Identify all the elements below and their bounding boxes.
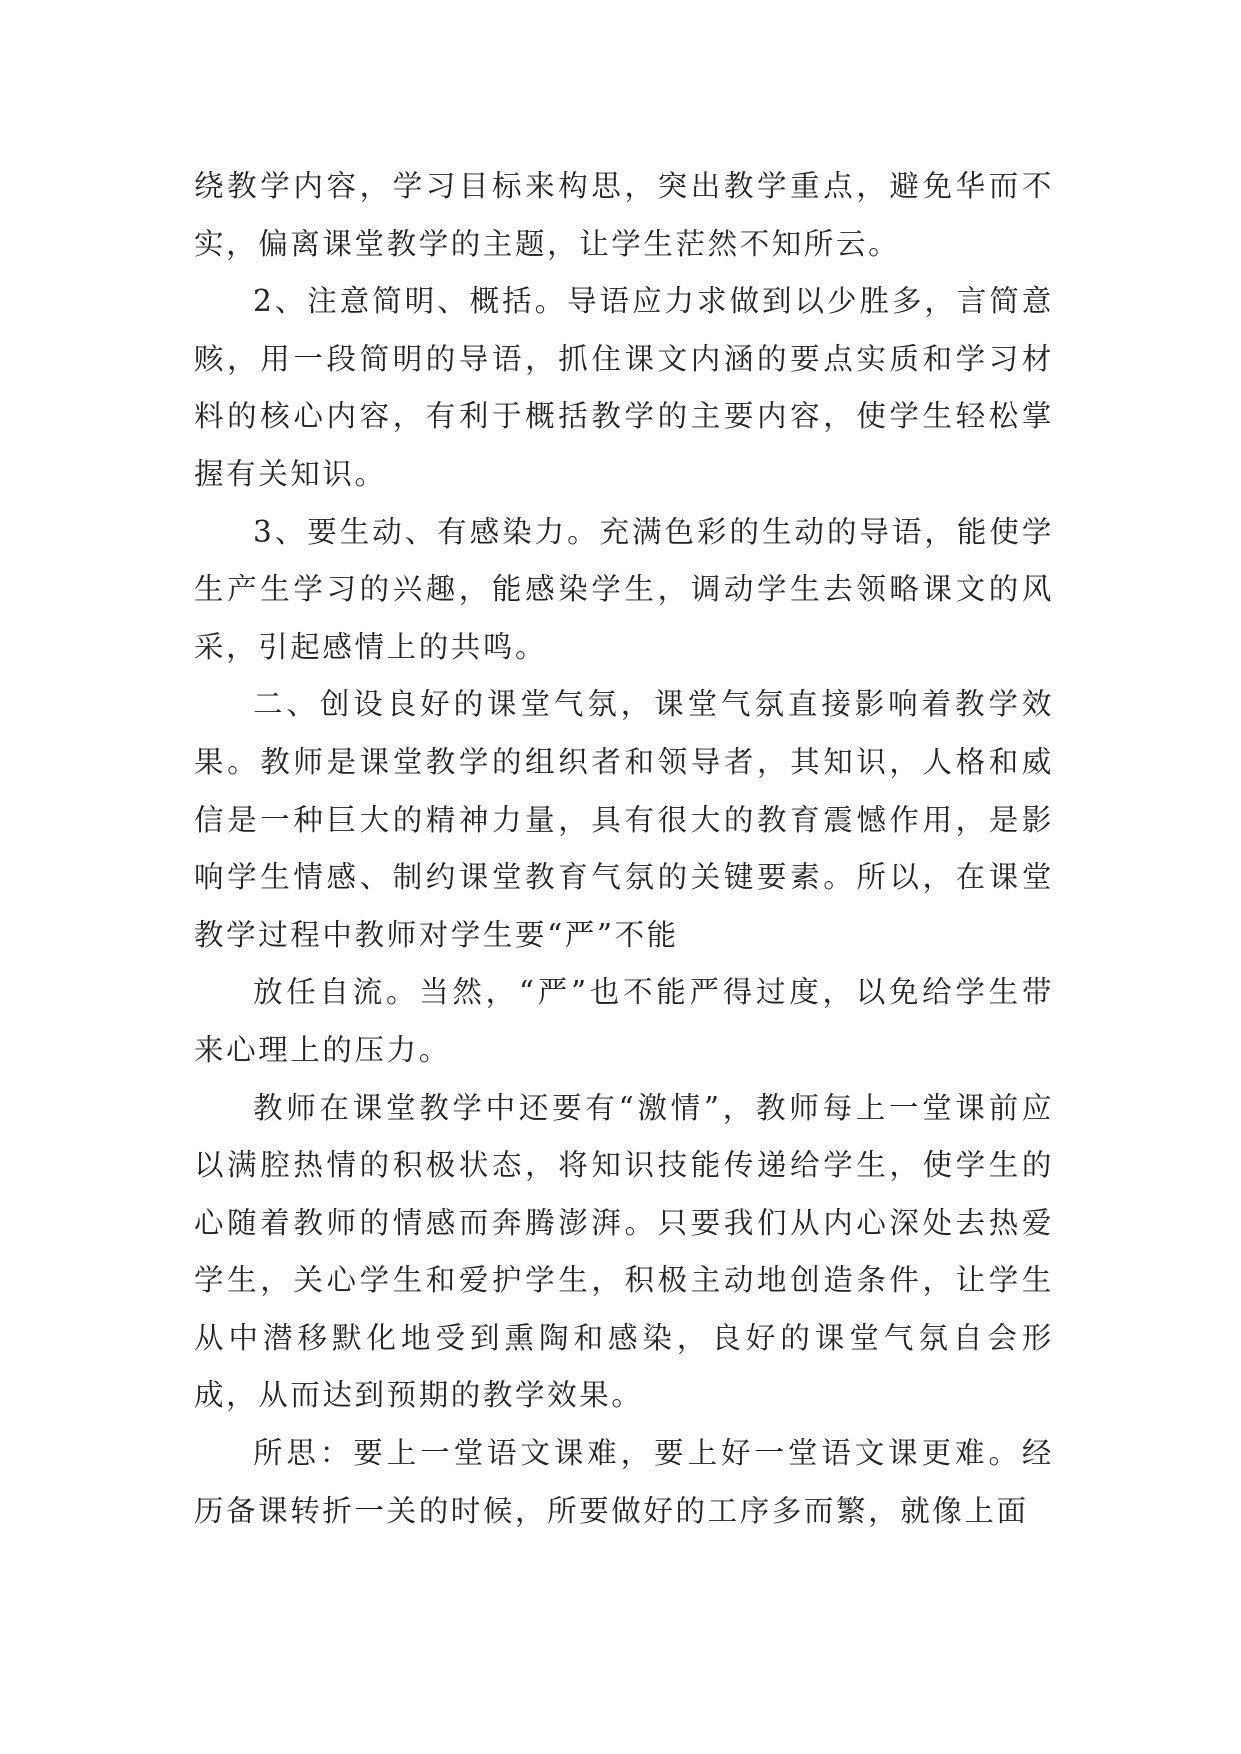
paragraph: 所思：要上一堂语文课难，要上好一堂语文课更难。经历备课转折一关的时候，所要做好的工序多而繁，就像上面 <box>194 1436 1054 1528</box>
paragraph: 绕教学内容，学习目标来构思，突出教学重点，避免华而不实，偏离课堂教学的主题，让学生茫然不知所云。 <box>194 169 1054 261</box>
paragraph: 放任自流。当然，“严”也不能严得过度，以免给学生带来心理上的压力。 <box>194 975 1054 1067</box>
paragraph: 二、创设良好的课堂气氛，课堂气氛直接影响着教学效果。教师是课堂教学的组织者和领导者，其知识，人格和威信是一种巨大的精神力量，具有很大的教育震憾作用，是影响学生情感、制约课堂教育气氛的关键要素。所以，在课堂教学过程中教师对学生要“严”不能 <box>194 687 1054 952</box>
paragraph: 教师在课堂教学中还要有“激情”，教师每上一堂课前应以满腔热情的积极状态，将知识技能传递给学生，使学生的心随着教师的情感而奔腾澎湃。只要我们从内心深处去热爱学生，关心学生和爱护学生，积极主动地创造条件，让学生从中潜移默化地受到熏陶和感染，良好的课堂气氛自会形成，从而达到预期的教学效果。 <box>194 1090 1054 1413</box>
paragraph: 2、注意简明、概括。导语应力求做到以少胜多，言简意赅，用一段简明的导语，抓住课文内涵的要点实质和学习材料的核心内容，有利于概括教学的主要内容，使学生轻松掌握有关知识。 <box>194 284 1054 491</box>
paragraph: 3、要生动、有感染力。充满色彩的生动的导语，能使学生产生学习的兴趣，能感染学生，调动学生去领略课文的风采，引起感情上的共鸣。 <box>194 514 1054 664</box>
document-body <box>194 158 1054 1540</box>
